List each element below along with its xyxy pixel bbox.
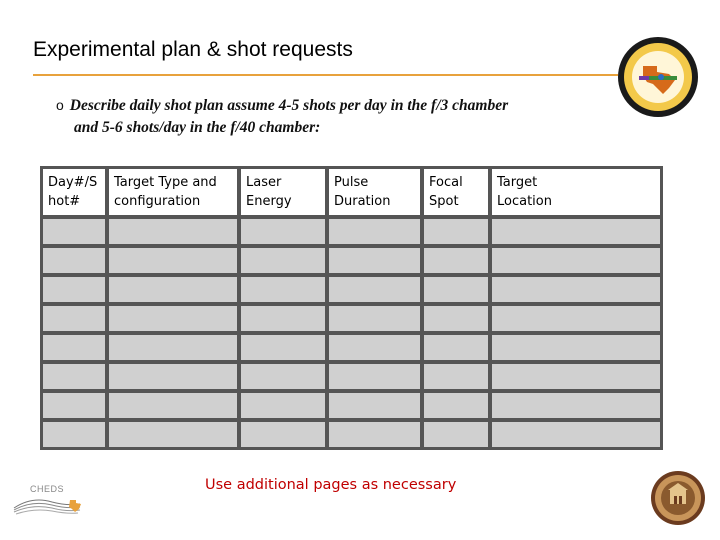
table-cell[interactable] xyxy=(240,218,326,245)
page-title: Experimental plan & shot requests xyxy=(33,38,353,61)
header-target-location: Target Location xyxy=(491,168,661,216)
bullet-mark: o xyxy=(56,97,64,113)
header-pulse-duration: Pulse Duration xyxy=(328,168,421,216)
table-cell[interactable] xyxy=(42,334,106,361)
footer-note: Use additional pages as necessary xyxy=(205,477,457,493)
table-cell[interactable] xyxy=(491,363,661,390)
shot-plan-instruction xyxy=(56,94,616,139)
title-divider xyxy=(33,74,618,76)
table-cell[interactable] xyxy=(423,363,489,390)
table-cell[interactable] xyxy=(42,392,106,419)
table-cell[interactable] xyxy=(108,247,238,274)
table-cell[interactable] xyxy=(108,421,238,448)
table-cell[interactable] xyxy=(240,276,326,303)
header-laser-energy: Laser Energy xyxy=(240,168,326,216)
header-focal-spot: Focal Spot xyxy=(423,168,489,216)
table-cell[interactable] xyxy=(423,218,489,245)
table-cell[interactable] xyxy=(328,363,421,390)
table-cell[interactable] xyxy=(108,305,238,332)
table-row xyxy=(42,218,661,245)
table-cell[interactable] xyxy=(42,363,106,390)
header-target-type: Target Type and configuration xyxy=(108,168,238,216)
table-cell[interactable] xyxy=(423,421,489,448)
table-row xyxy=(42,276,661,303)
table-cell[interactable] xyxy=(491,218,661,245)
table-cell[interactable] xyxy=(240,363,326,390)
shot-request-table xyxy=(40,166,663,450)
table-cell[interactable] xyxy=(491,392,661,419)
table-cell[interactable] xyxy=(491,247,661,274)
table-cell[interactable] xyxy=(108,334,238,361)
header-day-shot: Day#/S hot# xyxy=(42,168,106,216)
table-cell[interactable] xyxy=(328,276,421,303)
table-body xyxy=(42,218,661,448)
table-cell[interactable] xyxy=(240,421,326,448)
table-cell[interactable] xyxy=(423,276,489,303)
table-cell[interactable] xyxy=(42,305,106,332)
table-cell[interactable] xyxy=(423,305,489,332)
university-seal-icon xyxy=(650,470,706,526)
table-row xyxy=(42,247,661,274)
table-cell[interactable] xyxy=(491,305,661,332)
table-row xyxy=(42,334,661,361)
table-cell[interactable] xyxy=(491,276,661,303)
table-cell[interactable] xyxy=(491,421,661,448)
cheds-logo-text: CHEDS xyxy=(30,484,65,494)
table-row xyxy=(42,421,661,448)
table-row xyxy=(42,363,661,390)
instruction-line-2: and 5-6 shots/day in the f/40 chamber: xyxy=(74,119,321,136)
table-cell[interactable] xyxy=(423,247,489,274)
table-cell[interactable] xyxy=(108,392,238,419)
table-cell[interactable] xyxy=(328,334,421,361)
table-header-row xyxy=(42,168,661,216)
table-row xyxy=(42,305,661,332)
table-cell[interactable] xyxy=(42,247,106,274)
table-cell[interactable] xyxy=(42,218,106,245)
table-row xyxy=(42,392,661,419)
table-cell[interactable] xyxy=(491,334,661,361)
table-cell[interactable] xyxy=(42,421,106,448)
table-cell[interactable] xyxy=(240,334,326,361)
texas-seal-icon xyxy=(617,36,699,118)
table-cell[interactable] xyxy=(423,334,489,361)
table-cell[interactable] xyxy=(108,276,238,303)
table-cell[interactable] xyxy=(328,218,421,245)
cheds-logo-icon xyxy=(12,492,82,520)
table-cell[interactable] xyxy=(108,218,238,245)
table-cell[interactable] xyxy=(108,363,238,390)
table-cell[interactable] xyxy=(328,392,421,419)
table-cell[interactable] xyxy=(240,247,326,274)
table-cell[interactable] xyxy=(240,392,326,419)
table-cell[interactable] xyxy=(328,247,421,274)
table-cell[interactable] xyxy=(240,305,326,332)
table-cell[interactable] xyxy=(328,305,421,332)
table-cell[interactable] xyxy=(42,276,106,303)
table-cell[interactable] xyxy=(328,421,421,448)
table-cell[interactable] xyxy=(423,392,489,419)
instruction-line-1: Describe daily shot plan assume 4-5 shots per day in the f/3 chamber xyxy=(69,97,509,114)
